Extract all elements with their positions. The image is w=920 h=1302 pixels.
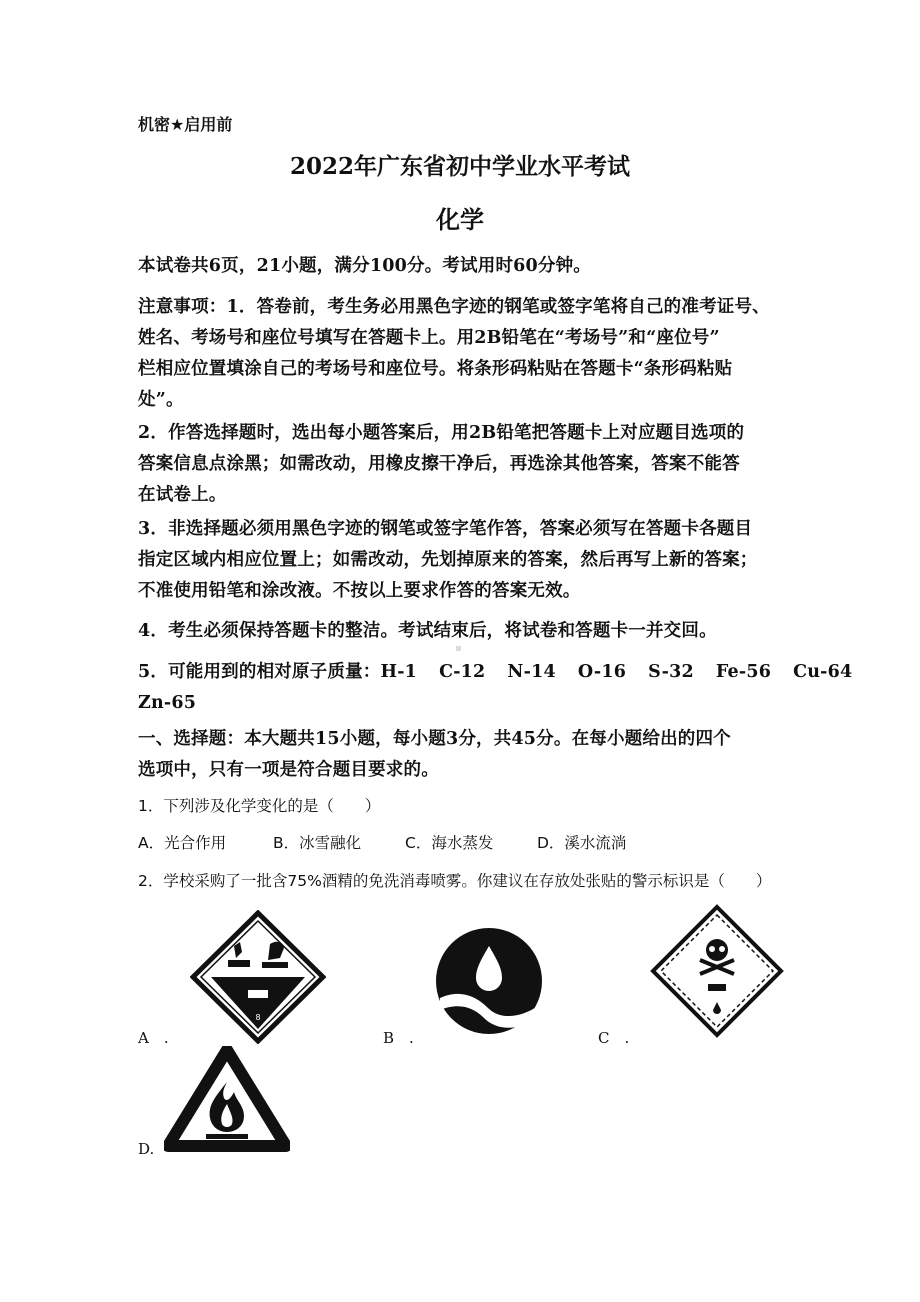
note-2-line: 答案信息点涂黑；如需改动，用橡皮擦干净后，再选涂其他答案，答案不能答: [138, 454, 740, 474]
note-5-line-1: [138, 657, 853, 688]
scan-dot: [456, 646, 461, 651]
note-5-prefix: 5．可能用到的相对原子质量：: [138, 662, 381, 682]
section-1-line: 一、选择题：本大题共15小题，每小题3分，共45分。在每小题给出的四个: [138, 729, 731, 749]
subject-title: 化学: [436, 205, 484, 234]
option-a-label: A .: [138, 1029, 169, 1047]
svg-text:8: 8: [255, 1013, 261, 1022]
toxic-sign-icon: [650, 904, 784, 1038]
note-3-line: 指定区域内相应位置上；如需改动，先划掉原来的答案，然后再写上新的答案；: [138, 550, 758, 570]
option-b-label: B .: [383, 1029, 414, 1047]
confidential-label: 机密★启用前: [138, 115, 233, 134]
water-save-sign-icon: [434, 926, 544, 1036]
option-b: B．冰雪融化: [273, 834, 362, 852]
question-2-stem: 2．学校采购了一批含75%酒精的免洗消毒喷雾。你建议在存放处张贴的警示标识是（ ）: [138, 872, 772, 890]
note-1-line: 注意事项：1．答卷前，考生务必用黑色字迹的钢笔或签字笔将自己的准考证号、: [138, 297, 770, 317]
flammable-sign-icon: [164, 1046, 290, 1152]
atomic-mass: O-16: [577, 662, 627, 682]
note-5: [138, 657, 853, 719]
option-c-label: C .: [598, 1029, 630, 1047]
option-d-label: D.: [138, 1140, 155, 1158]
note-2-line: 2．作答选择题时，选出每小题答案后，用2B铅笔把答题卡上对应题目选项的: [138, 423, 745, 443]
corrosive-sign-icon: [190, 910, 326, 1044]
question-1-stem: 1．下列涉及化学变化的是（ ）: [138, 797, 381, 815]
note-3-line: 不准使用铅笔和涂改液。不按以上要求作答的答案无效。: [138, 581, 581, 601]
note-2-line: 在试卷上。: [138, 485, 227, 505]
note-1-line: 处”。: [138, 390, 184, 410]
note-3-line: 3．非选择题必须用黑色字迹的钢笔或签字笔作答，答案必须写在答题卡各题目: [138, 519, 753, 539]
note-4: 4．考生必须保持答题卡的整洁。考试结束后，将试卷和答题卡一并交回。: [138, 621, 717, 641]
atomic-mass: H-1: [380, 662, 418, 682]
note-5-line-2: Zn-65: [138, 693, 197, 713]
atomic-mass: Fe-56: [715, 662, 772, 682]
exam-title: 2022年广东省初中学业水平考试: [289, 153, 630, 180]
atomic-mass: Cu-64: [793, 662, 853, 682]
option-a: A．光合作用: [138, 834, 227, 852]
atomic-mass: S-32: [648, 662, 694, 682]
option-c: C．海水蒸发: [405, 834, 494, 852]
option-d: D．溪水流淌: [537, 834, 627, 852]
intro-line: 本试卷共6页，21小题，满分100分。考试用时60分钟。: [138, 256, 592, 276]
atomic-mass: N-14: [507, 662, 556, 682]
note-1: [138, 292, 798, 416]
note-1-line: 姓名、考场号和座位号填写在答题卡上。用2B铅笔在“考场号”和“座位号”: [138, 328, 720, 348]
question-1-options: [138, 832, 798, 854]
note-1-line: 栏相应位置填涂自己的考场号和座位号。将条形码粘贴在答题卡“条形码粘贴: [138, 359, 733, 379]
section-1-heading: [138, 724, 798, 786]
note-2: [138, 418, 798, 511]
section-1-line: 选项中，只有一项是符合题目要求的。: [138, 760, 439, 780]
note-3: [138, 514, 798, 607]
atomic-mass: C-12: [439, 662, 486, 682]
